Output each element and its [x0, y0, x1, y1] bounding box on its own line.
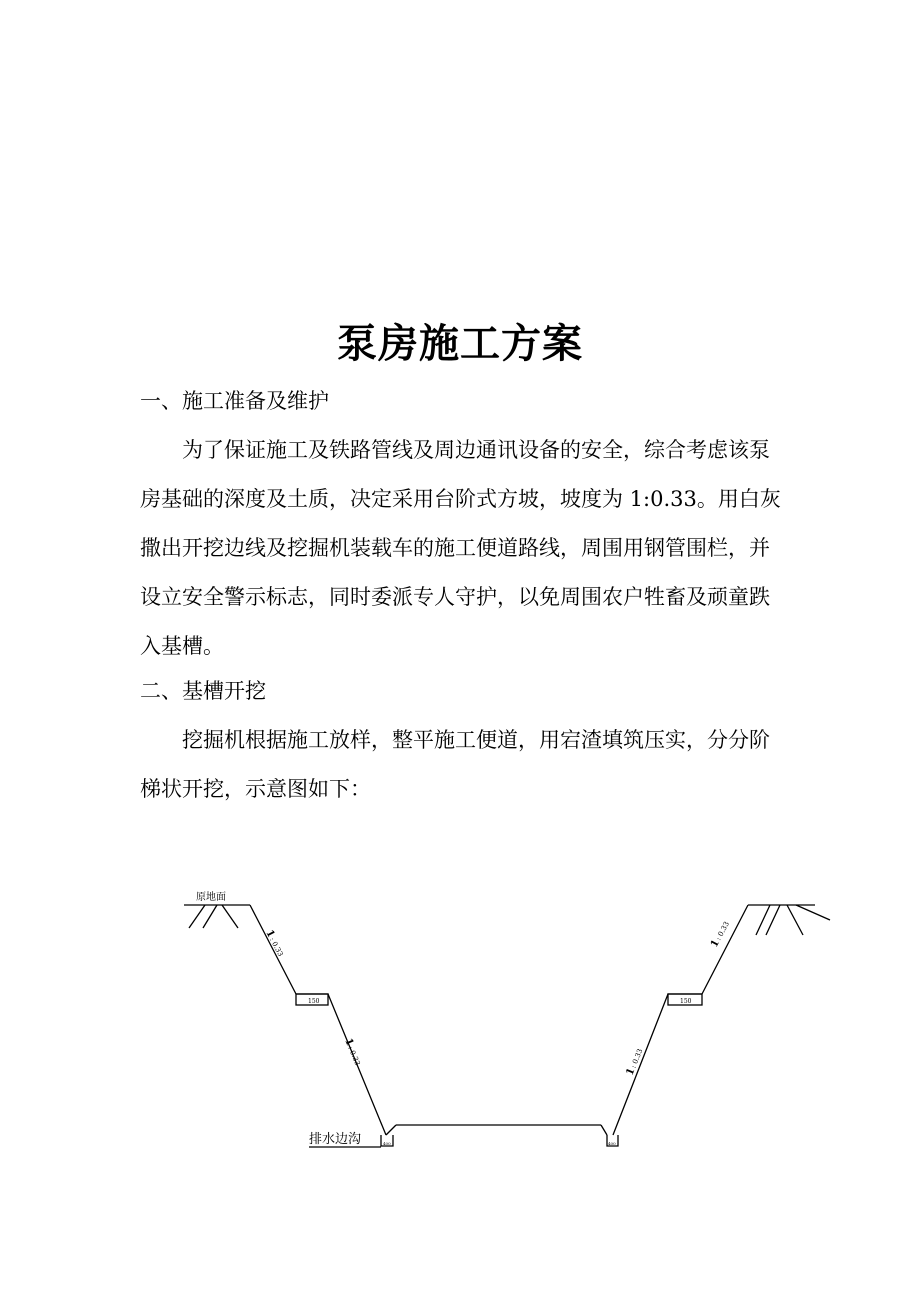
slope-label-ratio: : 0.33: [629, 1047, 645, 1070]
ground-hatch: [189, 905, 205, 928]
slope-label-ratio: : 0.33: [267, 936, 285, 958]
ground-surface-label: 原地面: [196, 892, 226, 903]
section-heading-excavation: 二、基槽开挖: [140, 679, 266, 703]
text-line: 设立安全警示标志，同时委派专人守护，以免周围农户牲畜及顽童跌: [140, 585, 770, 609]
right-ditch-edge: [601, 1125, 607, 1135]
text-line: 房基础的深度及土质，决定采用台阶式方坡，坡度为 1:0.33。用白灰: [140, 487, 781, 511]
text-line: 撒出开挖边线及挖掘机装载车的施工便道路线，周围用钢管围栏，并: [140, 536, 770, 560]
ground-hatch: [796, 905, 830, 920]
text-line: 梯状开挖，示意图如下：: [140, 777, 371, 801]
right-ditch-width-label: 400: [608, 1141, 616, 1146]
text-line: 入基槽。: [140, 634, 224, 658]
text-line: 挖掘机根据施工放样，整平施工便道，用宕渣填筑压实，分分阶: [182, 728, 770, 752]
ground-hatch: [222, 905, 238, 928]
paragraph-preparation: [140, 426, 790, 671]
text-line: 为了保证施工及铁路管线及周边通讯设备的安全，综合考虑该泵: [182, 438, 770, 462]
left-berm-width-label: 150: [308, 998, 320, 1005]
left-ditch-width-label: 400: [383, 1141, 391, 1146]
slope-label-ratio: : 0.33: [346, 1045, 362, 1067]
lower-left-slope-label: [342, 1037, 363, 1067]
left-ditch-edge: [386, 1125, 396, 1135]
lower-right-slope-label: [625, 1047, 646, 1077]
excavation-cross-section-diagram: [0, 860, 920, 1160]
right-slope-profile: [613, 905, 748, 1135]
ground-hatch: [203, 905, 217, 928]
slope-label-ratio: : 0.33: [714, 920, 731, 942]
section-heading-preparation: 一、施工准备及维护: [140, 389, 329, 413]
slope-label-one: 1: [342, 1036, 356, 1048]
slope-label-one: 1: [708, 938, 722, 950]
paragraph-excavation: [140, 716, 790, 814]
slope-label-one: 1: [624, 1066, 638, 1078]
page-title: 泵房施工方案: [337, 320, 583, 367]
slope-label-one: 1: [263, 928, 277, 940]
right-berm-width-label: 150: [680, 998, 692, 1005]
upper-right-slope-label: [709, 919, 732, 949]
ground-hatch: [787, 905, 803, 935]
drain-ditch-label: 排水边沟: [309, 1132, 362, 1147]
